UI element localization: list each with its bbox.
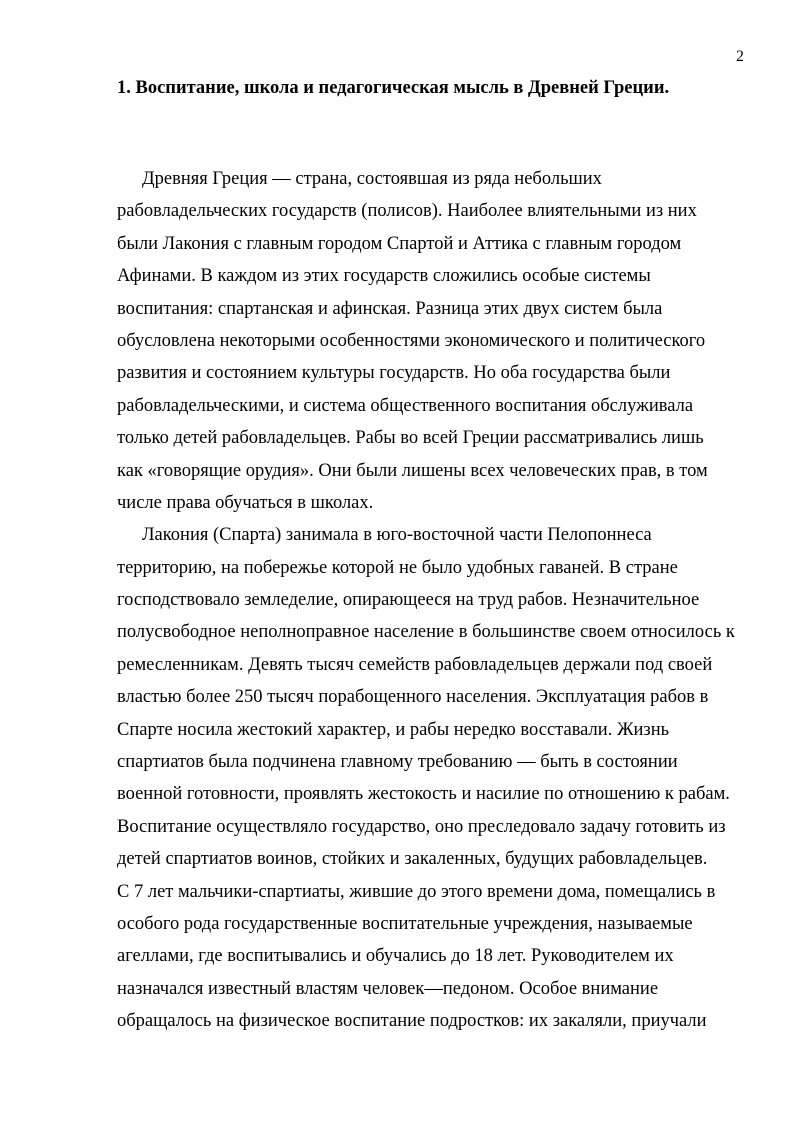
text-line: территорию, на побережье которой не было удобных гаваней. В стране — [117, 557, 678, 578]
page-number: 2 — [736, 48, 744, 65]
text-line: властью более 250 тысяч порабощенного населения. Эксплуатация рабов в — [117, 687, 709, 708]
text-line: Древняя Греция — страна, состоявшая из ряда небольших — [142, 169, 602, 189]
text-line: особого рода государственные воспитательные учреждения, называемые — [117, 913, 693, 934]
text-line: развития и состоянием культуры государств. Но оба государства были — [117, 363, 671, 384]
text-line: воспитания: спартанская и афинская. Разница этих двух систем была — [117, 298, 663, 319]
text-line: военной готовности, проявлять жестокость и насилие по отношению к рабам. — [117, 784, 730, 805]
text-line: Спарте носила жестокий характер, и рабы нередко восставали. Жизнь — [117, 719, 670, 740]
text-line: обращалось на физическое воспитание подростков: их закаляли, приучали — [117, 1011, 707, 1032]
text-line: Афинами. В каждом из этих государств сложились особые системы — [117, 266, 651, 287]
text-line: рабовладельческих государств (полисов). Наиболее влиятельными из них — [117, 201, 697, 222]
text-line: ремесленникам. Девять тысяч семейств рабовладельцев держали под своей — [117, 654, 713, 675]
paragraph-2 — [117, 519, 753, 1037]
text-line: обусловлена некоторыми особенностями экономического и политического — [117, 330, 706, 351]
text-line: спартиатов была подчинена главному требованию — быть в состоянии — [117, 752, 678, 773]
text-line: полусвободное неполноправное население в большинстве своем относилось к — [117, 622, 735, 643]
text-line: числе права обучаться в школах. — [117, 492, 374, 513]
text-line: назначался известный властям человек—педоном. Особое внимание — [117, 978, 659, 999]
text-line: С 7 лет мальчики-спартиаты, жившие до этого времени дома, помещались в — [117, 881, 716, 902]
text-line: как «говорящие орудия». Они были лишены всех человеческих прав, в том — [117, 460, 708, 481]
text-line: были Лакония с главным городом Спартой и Аттика с главным городом — [117, 233, 682, 254]
text-line: детей спартиатов воинов, стойких и закаленных, будущих рабовладельцев. — [117, 849, 708, 870]
section-heading: 1. Воспитание, школа и педагогическая мысль в Древней Греции. — [117, 78, 670, 98]
text-line: Воспитание осуществляло государство, оно преследовало задачу готовить из — [117, 816, 726, 837]
text-line: рабовладельческими, и система общественного воспитания обслуживала — [117, 395, 694, 416]
text-line: только детей рабовладельцев. Рабы во всей Греции рассматривались лишь — [117, 428, 704, 449]
paragraph-1 — [117, 163, 753, 519]
text-line: агеллами, где воспитывались и обучались до 18 лет. Руководителем их — [117, 946, 674, 967]
text-line: Лакония (Спарта) занимала в юго-восточной части Пелопоннеса — [142, 525, 652, 546]
body-text — [117, 163, 753, 1038]
text-line: господствовало земледелие, опирающееся на труд рабов. Незначительное — [117, 590, 700, 611]
